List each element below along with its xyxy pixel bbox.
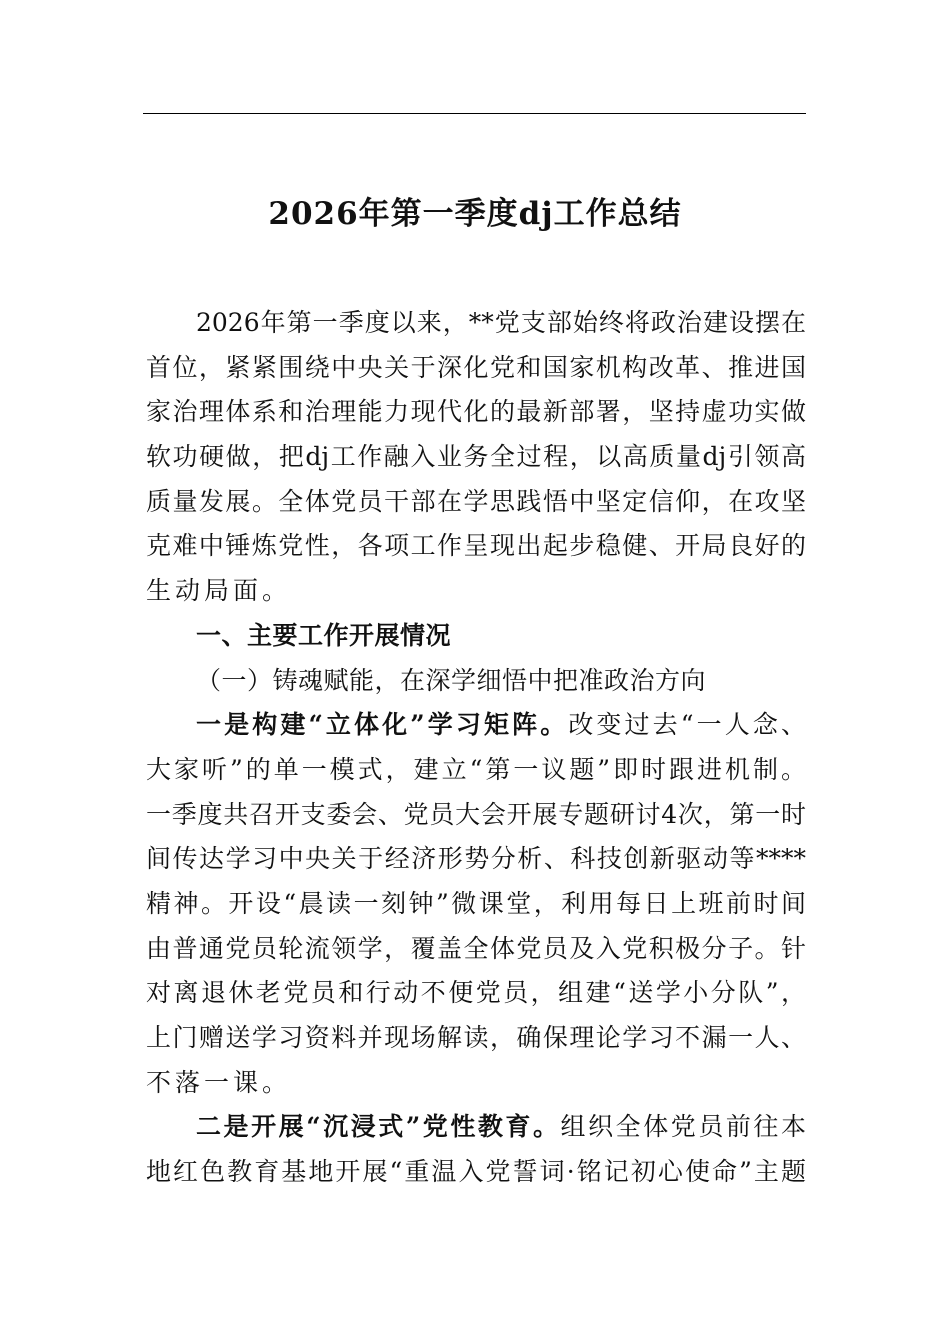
text-run: 对离退休老党员和行动不便党员，组建“送学小分队”， xyxy=(146,978,806,1008)
section-heading-line xyxy=(146,659,806,704)
paragraph-line xyxy=(146,793,806,838)
section-heading-line xyxy=(146,614,806,659)
text-run: 间传达学习中央关于经济形势分析、科技创新驱动等**** xyxy=(146,844,806,874)
paragraph-line xyxy=(146,837,806,882)
text-run: 组织全体党员前往本 xyxy=(560,1112,806,1142)
bold-lead-text: 一是构建“立体化”学习矩阵。 xyxy=(196,710,569,740)
text-run: 地红色教育基地开展“重温入党誓词·铭记初心使命”主题 xyxy=(146,1157,806,1187)
paragraph-line xyxy=(146,435,806,480)
text-run: 2026年第一季度以来，**党支部始终将政治建设摆在 xyxy=(196,308,806,337)
text-run: （一）铸魂赋能，在深学细悟中把准政治方向 xyxy=(196,665,707,695)
paragraph-line xyxy=(146,927,806,972)
document-title: 2026年第一季度dj工作总结 xyxy=(268,196,682,232)
text-run: 质量发展。全体党员干部在学思践悟中坚定信仰，在攻坚 xyxy=(146,486,806,516)
paragraph-line xyxy=(146,301,806,346)
paragraph-line xyxy=(146,1150,806,1195)
paragraph-line xyxy=(146,569,806,614)
paragraph-line xyxy=(146,524,806,569)
text-run: 克难中锤炼党性，各项工作呈现出起步稳健、开局良好的 xyxy=(146,531,806,561)
bold-lead-text: 二是开展“沉浸式”党性教育。 xyxy=(196,1112,561,1142)
text-run: 不落一课。 xyxy=(146,1067,292,1097)
text-run: 一季度共召开支委会、党员大会开展专题研讨4次，第一时 xyxy=(146,799,806,829)
paragraph-line xyxy=(146,703,806,748)
text-run: 上门赠送学习资料并现场解读，确保理论学习不漏一人、 xyxy=(146,1023,806,1052)
bold-lead-text: 一、主要工作开展情况 xyxy=(196,620,452,650)
text-run: 精神。开设“晨读一刻钟”微课堂，利用每日上班前时间 xyxy=(146,888,806,918)
paragraph-line xyxy=(146,1061,806,1106)
paragraph-line xyxy=(146,971,806,1016)
text-run: 家治理体系和治理能力现代化的最新部署，坚持虚功实做 xyxy=(146,397,806,427)
text-run: 改变过去“一人念、 xyxy=(568,710,806,740)
paragraph-line xyxy=(146,882,806,927)
paragraph-line xyxy=(146,1016,806,1061)
paragraph-line xyxy=(146,748,806,793)
document-body xyxy=(146,301,806,1195)
text-run: 生动局面。 xyxy=(146,576,292,606)
text-run: 大家听”的单一模式，建立“第一议题”即时跟进机制。 xyxy=(146,754,806,784)
paragraph-line xyxy=(146,390,806,435)
text-run: 首位，紧紧围绕中央关于深化党和国家机构改革、推进国 xyxy=(146,352,806,382)
text-run: 由普通党员轮流领学，覆盖全体党员及入党积极分子。针 xyxy=(146,933,806,963)
header-rule xyxy=(143,113,806,114)
text-run: 软功硬做，把dj工作融入业务全过程，以高质量dj引领高 xyxy=(146,442,806,472)
paragraph-line xyxy=(146,346,806,391)
paragraph-line xyxy=(146,480,806,525)
paragraph-line xyxy=(146,1105,806,1150)
